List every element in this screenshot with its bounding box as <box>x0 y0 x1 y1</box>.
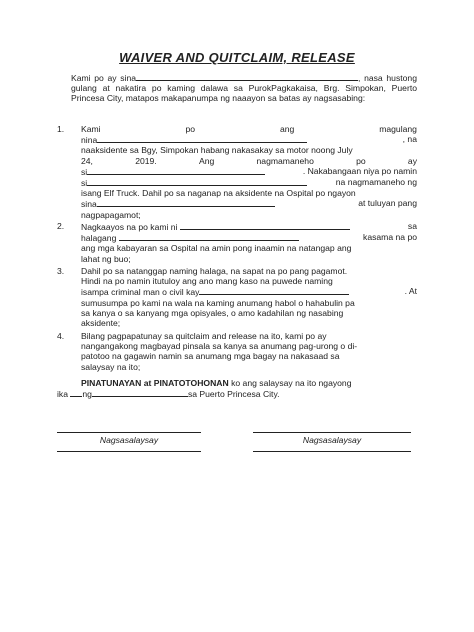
document-title: WAIVER AND QUITCLAIM, RELEASE <box>119 50 355 65</box>
item-number: 2. <box>57 221 65 231</box>
item-body: Kami po ang magulang nina , na naaksidente sa Bgy, Simpokan habang nakasakay sa motor noong July 24, 2019. Ang nagmamaneho po ay si . Nakabangaan niya po namin si na nagmamaneho ng isang Elf Truck. Dahil po sa naganap na aksidente na Ospital po ngayon sina at tuluyan pang nagpapagamot; <box>81 124 417 220</box>
signature-line-right <box>253 432 411 433</box>
signature-label-left: Nagsasalaysay <box>99 435 159 445</box>
item-body: Nagkaayos na po kami ni sa halagang kasama na po ang mga kabayaran sa Ospital na amin pong inaamin na natangap ang lahat ng buo; <box>81 221 417 264</box>
intro-paragraph <box>57 72 417 104</box>
children-names-blank <box>97 134 307 143</box>
item-body: Bilang pagpapatunay sa quitclaim and release na ito, kami po ay nangangakong magbayad pinsala sa kanya sa anumang pag-urong o di- patotoo na gagawin namin sa anumang mga bagay na nakasaad sa salaysay na ito; <box>81 331 358 372</box>
signature-line-left-2 <box>57 451 201 452</box>
intro-text-2: , nasa hustong gulang at nakatira po kaming dalawa sa PurokPagkakaisa, Brg. Simpokan, Puerto Princesa City, matapos makapanumpa ng naaayon sa batas ay nagsasabing: <box>71 73 417 104</box>
driver-name-blank <box>87 166 265 175</box>
names-blank <box>136 72 358 81</box>
day-blank <box>70 388 82 397</box>
month-blank <box>92 388 188 397</box>
item-body: Dahil po sa natanggap naming halaga, na sapat na po pang pagamot. Hindi na po namin itutuloy ang ano mang kaso na puwede naming isampa criminal man o civil kay . At sumusumpa po kami na wala na kaming anumang habol o hahabulin pa sa kanya o sa kanyang mga opisyales, o amo kadahilan ng nasabing aksidente; <box>81 266 417 329</box>
item-number: 3. <box>57 266 65 276</box>
attestation-heading: PINATUNAYAN at PINATOTOHONAN <box>81 378 229 388</box>
settlement-party-blank <box>180 221 350 230</box>
truck-driver-blank <box>87 177 307 186</box>
amount-blank <box>119 232 299 241</box>
respondent-blank <box>199 286 349 295</box>
signature-line-left <box>57 432 201 433</box>
patients-blank <box>97 198 275 207</box>
signature-line-right-2 <box>253 451 411 452</box>
document-page: WAIVER AND QUITCLAIM, RELEASE Kami po ay sina , nasa hustong gulang at nakatira po kaming dalawa sa PurokPagkakaisa, Brg. Simpokan, Puerto Princesa City, matapos makapanumpa ng naaayon sa batas ay nagsasabing: 1. Kami po ang magulang nina , na naaksidente sa Bgy, Simpokan habang nakasakay sa motor noong July 24, 2019. Ang nagmamaneho po ay si . Nakabangaan niya po namin si na nagmamaneho ng isang Elf Truck. Dahil po sa naganap na aksidente na Ospital po ngayon sina at tuluyan pang nagpapagamot; 2. Nagkaayos na po kami ni sa halagang kasama na po ang mga kabayaran sa Ospital na amin pong inaamin na natangap ang lahat ng buo; 3. Dahil po sa natanggap naming halaga, na sapat na po pang pagamot. Hindi na po namin itutuloy ang ano mang kaso na puwede naming isampa criminal man o civil kay . At sumusumpa po kami na wala na kaming anumang habol o hahabulin pa sa kanya o sa kanyang mga opisyales, o amo kadahilan ng nasabing aksidente; 4. Bilang pagpapatunay sa quitclaim and release na ito, kami po ay nangangakong magbayad pinsala sa kanya sa anumang pag-urong o di- patotoo na gagawin namin sa anumang mga bagay na nakasaad sa salaysay na ito; PINATUNAYAN at PINATOTOHONAN ko ang salaysay na ito ngayong ika ng sa Puerto Princesa City. Nagsasalaysay Nagsasalaysay <box>0 0 474 632</box>
intro-text-1: Kami po ay sina <box>71 73 137 83</box>
signature-label-right: Nagsasalaysay <box>302 435 362 445</box>
item-number: 4. <box>57 331 65 341</box>
item-number: 1. <box>57 124 65 134</box>
